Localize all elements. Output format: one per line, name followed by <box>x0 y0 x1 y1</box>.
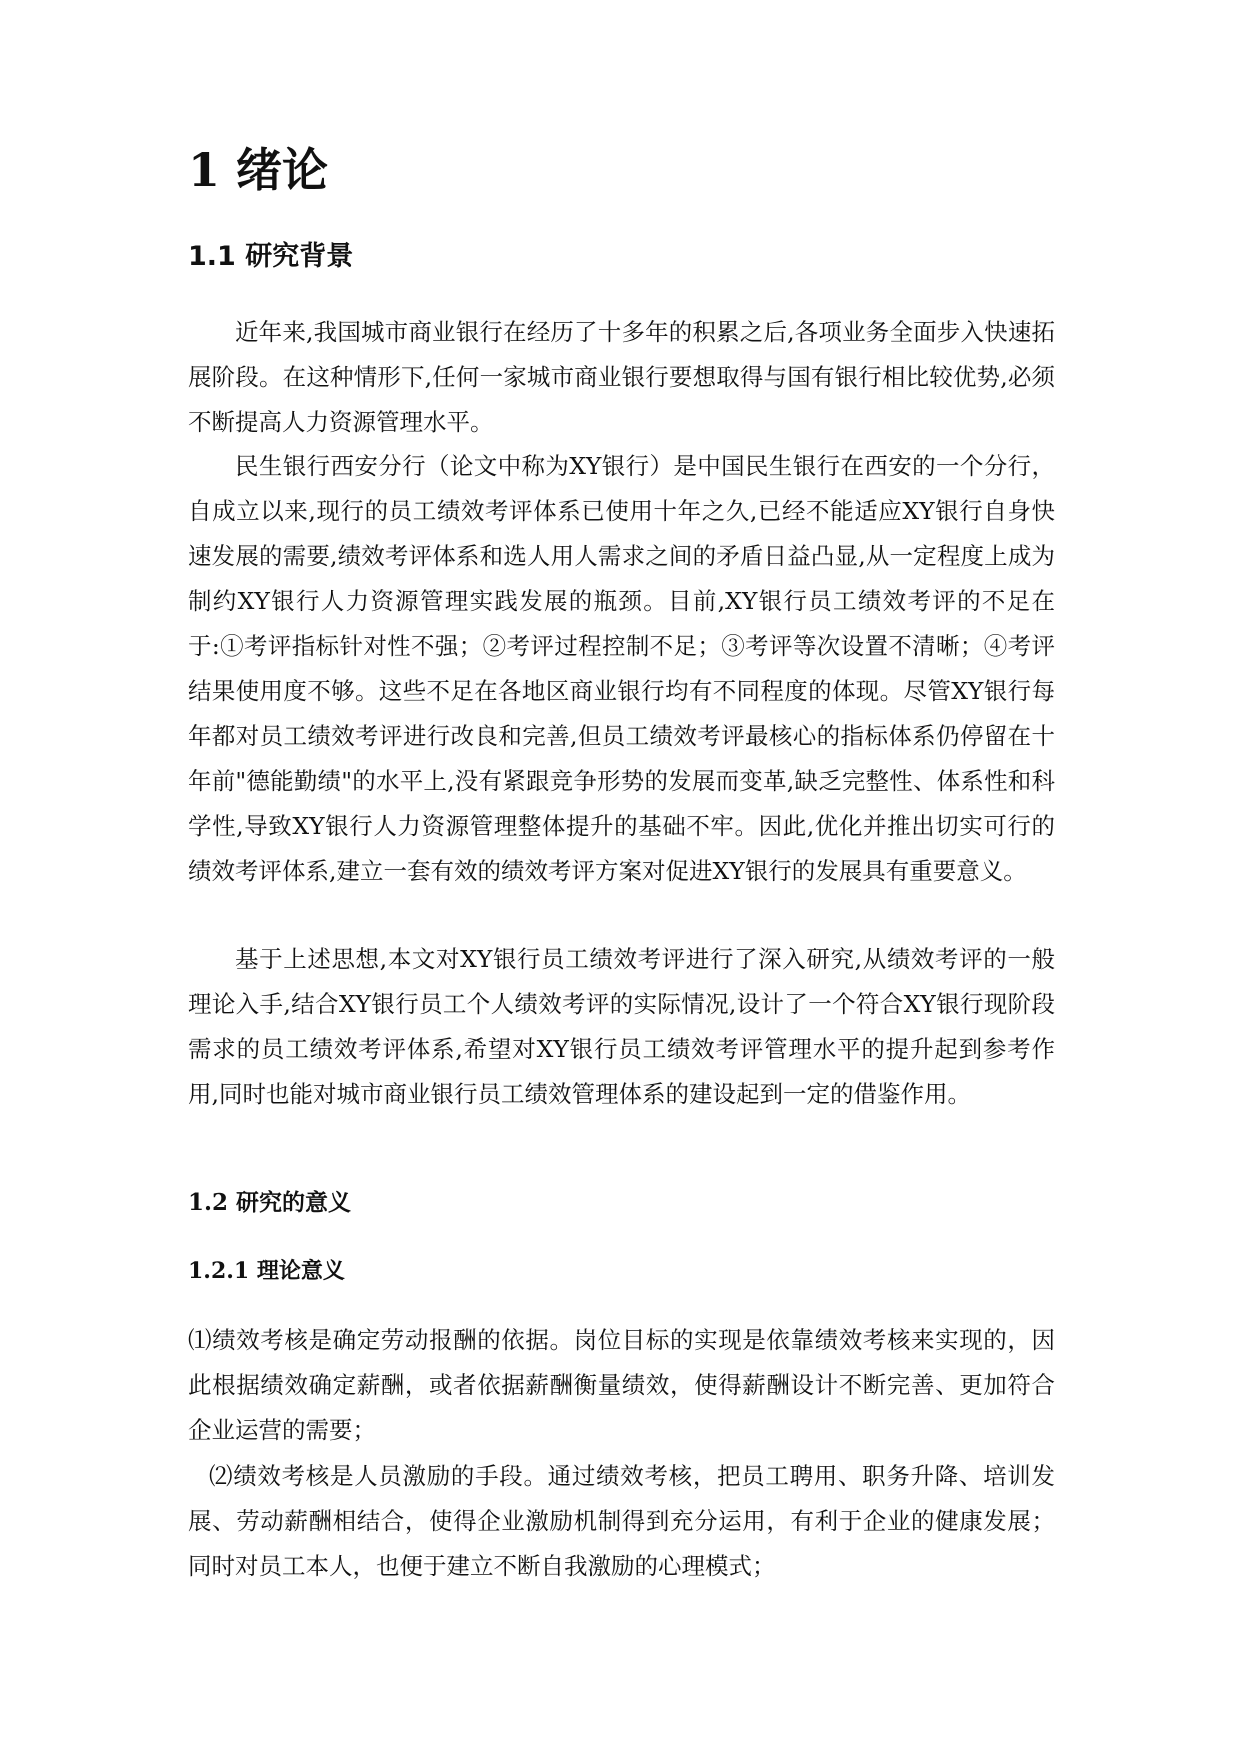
body-paragraph: 基于上述思想,本文对XY银行员工绩效考评进行了深入研究,从绩效考评的一般理论入手,结合XY银行员工个人绩效考评的实际情况,设计了一个符合XY银行现阶段需求的员工绩效考评体系,希望对XY银行员工绩效考评管理水平的提升起到参考作用,同时也能对城市商业银行员工绩效管理体系的建设起到一定的借鉴作用。 <box>188 945 1055 1108</box>
section-heading-1-1: 1.1 研究背景 <box>188 241 354 272</box>
section-heading-1-2: 1.2 研究的意义 <box>188 1189 352 1216</box>
body-paragraph: ⑴绩效考核是确定劳动报酬的依据。岗位目标的实现是依靠绩效考核来实现的，因此根据绩效确定薪酬，或者依据薪酬衡量绩效，使得薪酬设计不断完善、更加符合企业运营的需要； <box>188 1326 1055 1444</box>
subsection-heading-1-2-1: 1.2.1 理论意义 <box>188 1258 345 1284</box>
body-paragraph: 民生银行西安分行（论文中称为XY银行）是中国民生银行在西安的一个分行，自成立以来,现行的员工绩效考评体系已使用十年之久,已经不能适应XY银行自身快速发展的需要,绩效考评体系和选人用人需求之间的矛盾日益凸显,从一定程度上成为制约XY银行人力资源管理实践发展的瓶颈。目前,XY银行员工绩效考评的不足在于:①考评指标针对性不强；②考评过程控制不足；③考评等次设置不清晰；④考评结果使用度不够。这些不足在各地区商业银行均有不同程度的体现。尽管XY银行每年都对员工绩效考评进行改良和完善,但员工绩效考评最核心的指标体系仍停留在十年前"德能勤绩"的水平上,没有紧跟竞争形势的发展而变革,缺乏完整性、体系性和科学性,导致XY银行人力资源管理整体提升的基础不牢。因此,优化并推出切实可行的绩效考评体系,建立一套有效的绩效考评方案对促进XY银行的发展具有重要意义。 <box>188 452 1055 885</box>
chapter-title: 1 绪论 <box>188 143 329 197</box>
body-paragraph: 近年来,我国城市商业银行在经历了十多年的积累之后,各项业务全面步入快速拓展阶段。在这种情形下,任何一家城市商业银行要想取得与国有银行相比较优势,必须不断提高人力资源管理水平。 <box>188 318 1055 436</box>
body-paragraph: ⑵绩效考核是人员激励的手段。通过绩效考核，把员工聘用、职务升降、培训发展、劳动薪酬相结合，使得企业激励机制得到充分运用，有利于企业的健康发展；同时对员工本人，也便于建立不断自我激励的心理模式； <box>188 1462 1055 1580</box>
